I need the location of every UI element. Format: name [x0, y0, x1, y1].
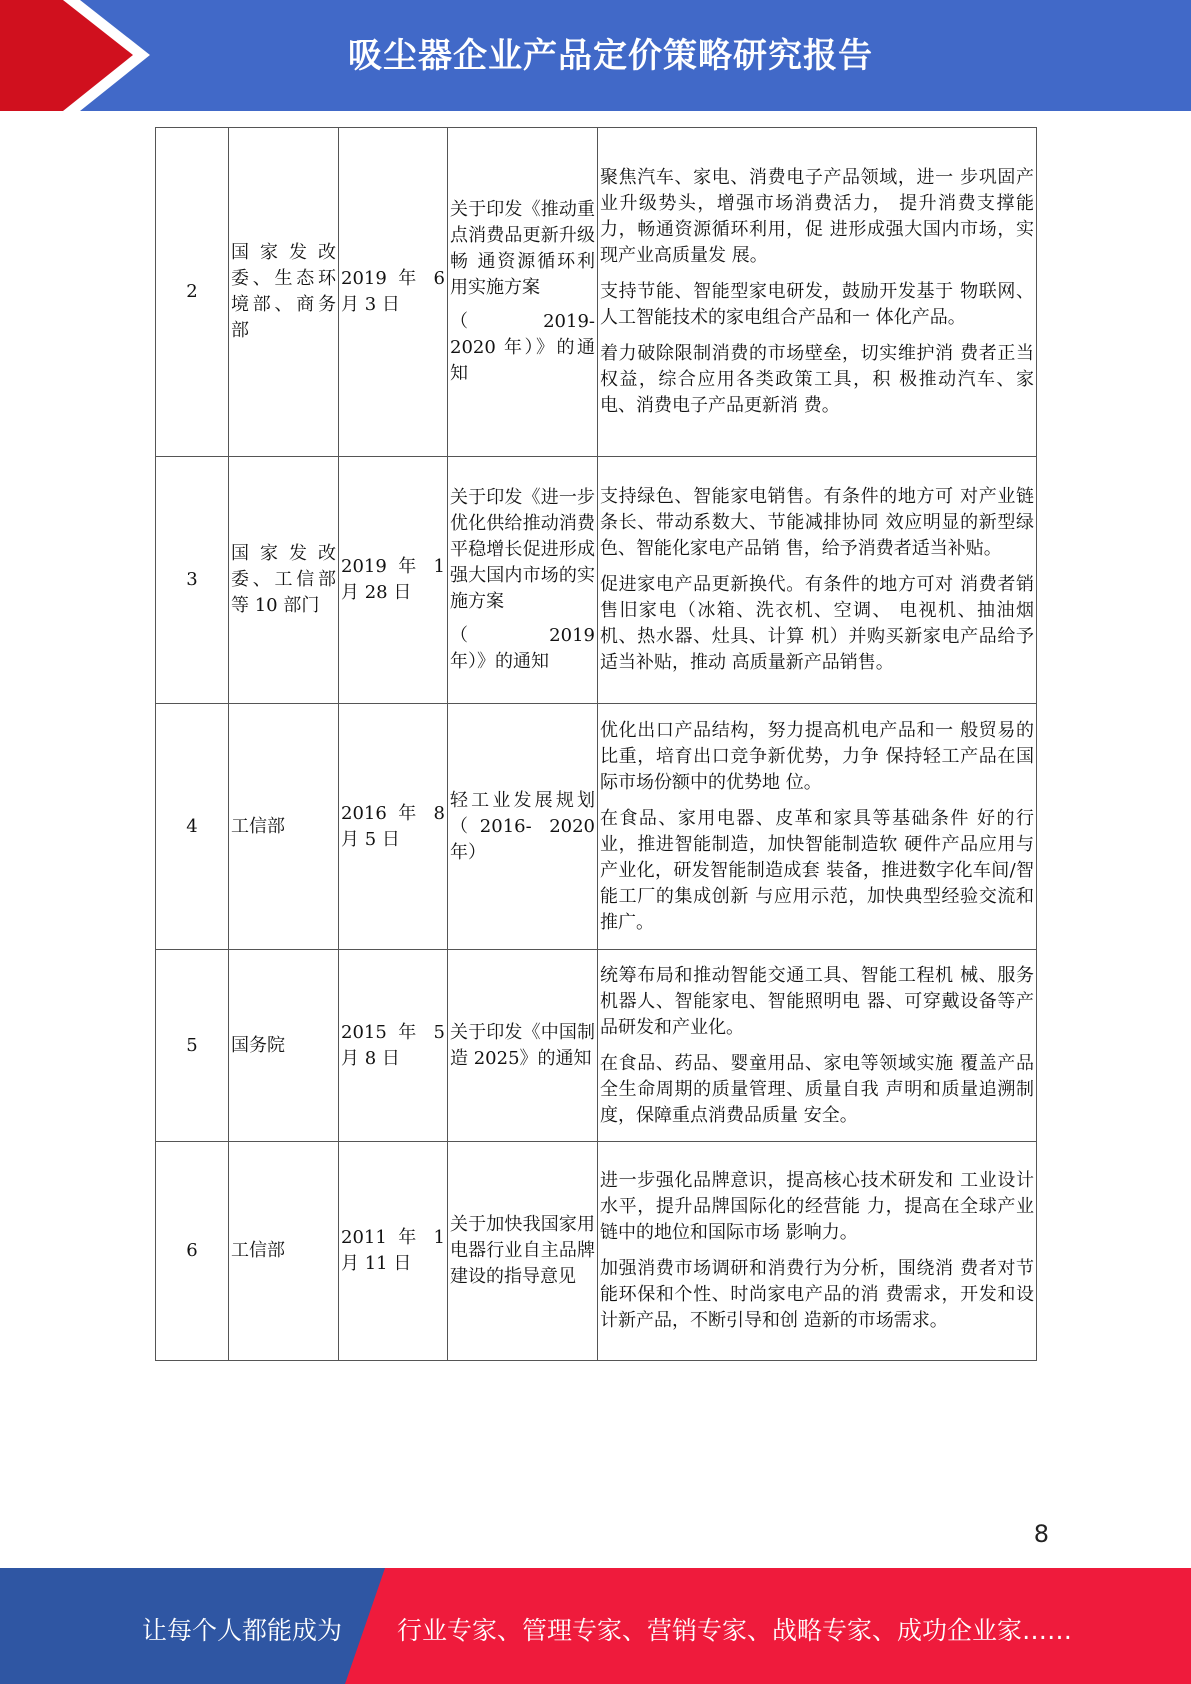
policy-title — [448, 950, 598, 1142]
row-number: 6 — [156, 1142, 229, 1361]
policy-measures — [598, 1142, 1037, 1361]
measure-paragraph: 着力破除限制消费的市场壁垒，切实维护消 费者正当权益，综合应用各类政策工具，积 极推动汽车、家电、消费电子产品更新消 费。 — [600, 343, 1034, 416]
table-row — [156, 704, 1037, 950]
measure-paragraph: 支持绿色、智能家电销售。有条件的地方可 对产业链条长、带动系数大、节能减排协同 效应明显的新型绿色、智能化家电产品销 售，给予消费者适当补贴。 — [600, 486, 1034, 559]
issuing-department: 国家发改委、生态环境部、商务部 — [229, 128, 339, 457]
policy-title-text: 关于加快我国家用电器行业自主品牌建设的指导意见 — [450, 1214, 595, 1287]
policy-measures — [598, 950, 1037, 1142]
issuing-department: 工信部 — [229, 1142, 339, 1361]
measure-paragraph: 在食品、家用电器、皮革和家具等基础条件 好的行业，推进智能制造，加快智能制造软 硬件产品应用与产业化，研发智能制造成套 装备，推进数字化车间/智能工厂的集成创新 与应用示范，加快典型经验交流和推广。 — [600, 807, 1034, 933]
policy-title-text: 关于印发《进一步优化供给推动消费平稳增长促进形成强大国内市场的实施方案 — [450, 487, 595, 612]
table-row — [156, 950, 1037, 1142]
issue-date: 2019 年 1 月 28 日 — [339, 457, 448, 704]
page-header — [0, 0, 1191, 111]
policy-title — [448, 128, 598, 457]
policy-title — [448, 704, 598, 950]
table-row — [156, 1142, 1037, 1361]
policy-title — [448, 1142, 598, 1361]
measure-paragraph: 在食品、药品、婴童用品、家电等领域实施 覆盖产品全生命周期的质量管理、质量自我 声明和质量追溯制度，保障重点消费品质量 安全。 — [600, 1052, 1034, 1126]
issue-date: 2015 年 5 月 8 日 — [339, 950, 448, 1142]
row-number: 5 — [156, 950, 229, 1142]
issue-date: 2016 年 8 月 5 日 — [339, 704, 448, 950]
policy-table — [155, 127, 1037, 1361]
page-number: 8 — [1033, 1520, 1049, 1548]
policy-title-extra: （ 2019 年）》的通知 — [450, 625, 595, 672]
issuing-department: 国家发改委、工信部等 10 部门 — [229, 457, 339, 704]
policy-title-text: 关于印发《中国制造 2025》的通知 — [450, 1021, 595, 1069]
measure-paragraph: 加强消费市场调研和消费行为分析，围绕消 费者对节能环保和个性、时尚家电产品的消 费需求，开发和设计新产品，不断引导和创 造新的市场需求。 — [600, 1258, 1034, 1331]
measure-paragraph: 优化出口产品结构，努力提高机电产品和一 般贸易的比重，培育出口竞争新优势，力争 保持轻工产品在国际市场份额中的优势地 位。 — [600, 719, 1034, 793]
document-title: 吸尘器企业产品定价策略研究报告 — [348, 36, 873, 76]
row-number: 3 — [156, 457, 229, 704]
footer-slogan-left: 让每个人都能成为 — [142, 1616, 343, 1645]
measure-paragraph: 进一步强化品牌意识，提高核心技术研发和 工业设计水平，提升品牌国际化的经营能 力，提高在全球产业链中的地位和国际市场 影响力。 — [600, 1170, 1034, 1243]
policy-measures — [598, 457, 1037, 704]
policy-title-text: 轻工业发展规划（2016- 2020 年） — [450, 789, 595, 863]
page-footer — [0, 1568, 1191, 1684]
measure-paragraph: 聚焦汽车、家电、消费电子产品领域，进一 步巩固产业升级势头，增强市场消费活力， 提升消费支撑能力，畅通资源循环利用，促 进形成强大国内市场，实现产业高质量发 展。 — [600, 167, 1034, 266]
measure-paragraph: 促进家电产品更新换代。有条件的地方可对 消费者销售旧家电（冰箱、洗衣机、空调、 电视机、抽油烟机、热水器、灶具、计算 机）并购买新家电产品给予适当补贴，推动 高质量新产品销售。 — [600, 574, 1034, 673]
policy-title-extra: （ 2019-2020 年）》的通知 — [450, 311, 595, 384]
issuing-department: 工信部 — [229, 704, 339, 950]
policy-title — [448, 457, 598, 704]
issue-date: 2011 年 1 月 11 日 — [339, 1142, 448, 1361]
table-row — [156, 128, 1037, 457]
row-number: 4 — [156, 704, 229, 950]
issuing-department: 国务院 — [229, 950, 339, 1142]
measure-paragraph: 统筹布局和推动智能交通工具、智能工程机 械、服务机器人、智能家电、智能照明电 器、可穿戴设备等产品研发和产业化。 — [600, 964, 1034, 1038]
table-row — [156, 457, 1037, 704]
policy-measures — [598, 128, 1037, 457]
row-number: 2 — [156, 128, 229, 457]
issue-date: 2019 年 6 月 3 日 — [339, 128, 448, 457]
policy-title-text: 关于印发《推动重点消费品更新升级畅 通资源循环利 用实施方案 — [450, 199, 595, 298]
footer-slogan-right: 行业专家、管理专家、营销专家、战略专家、成功企业家…… — [397, 1616, 1073, 1645]
policy-measures — [598, 704, 1037, 950]
measure-paragraph: 支持节能、智能型家电研发，鼓励开发基于 物联网、人工智能技术的家电组合产品和一 体化产品。 — [600, 281, 1034, 328]
